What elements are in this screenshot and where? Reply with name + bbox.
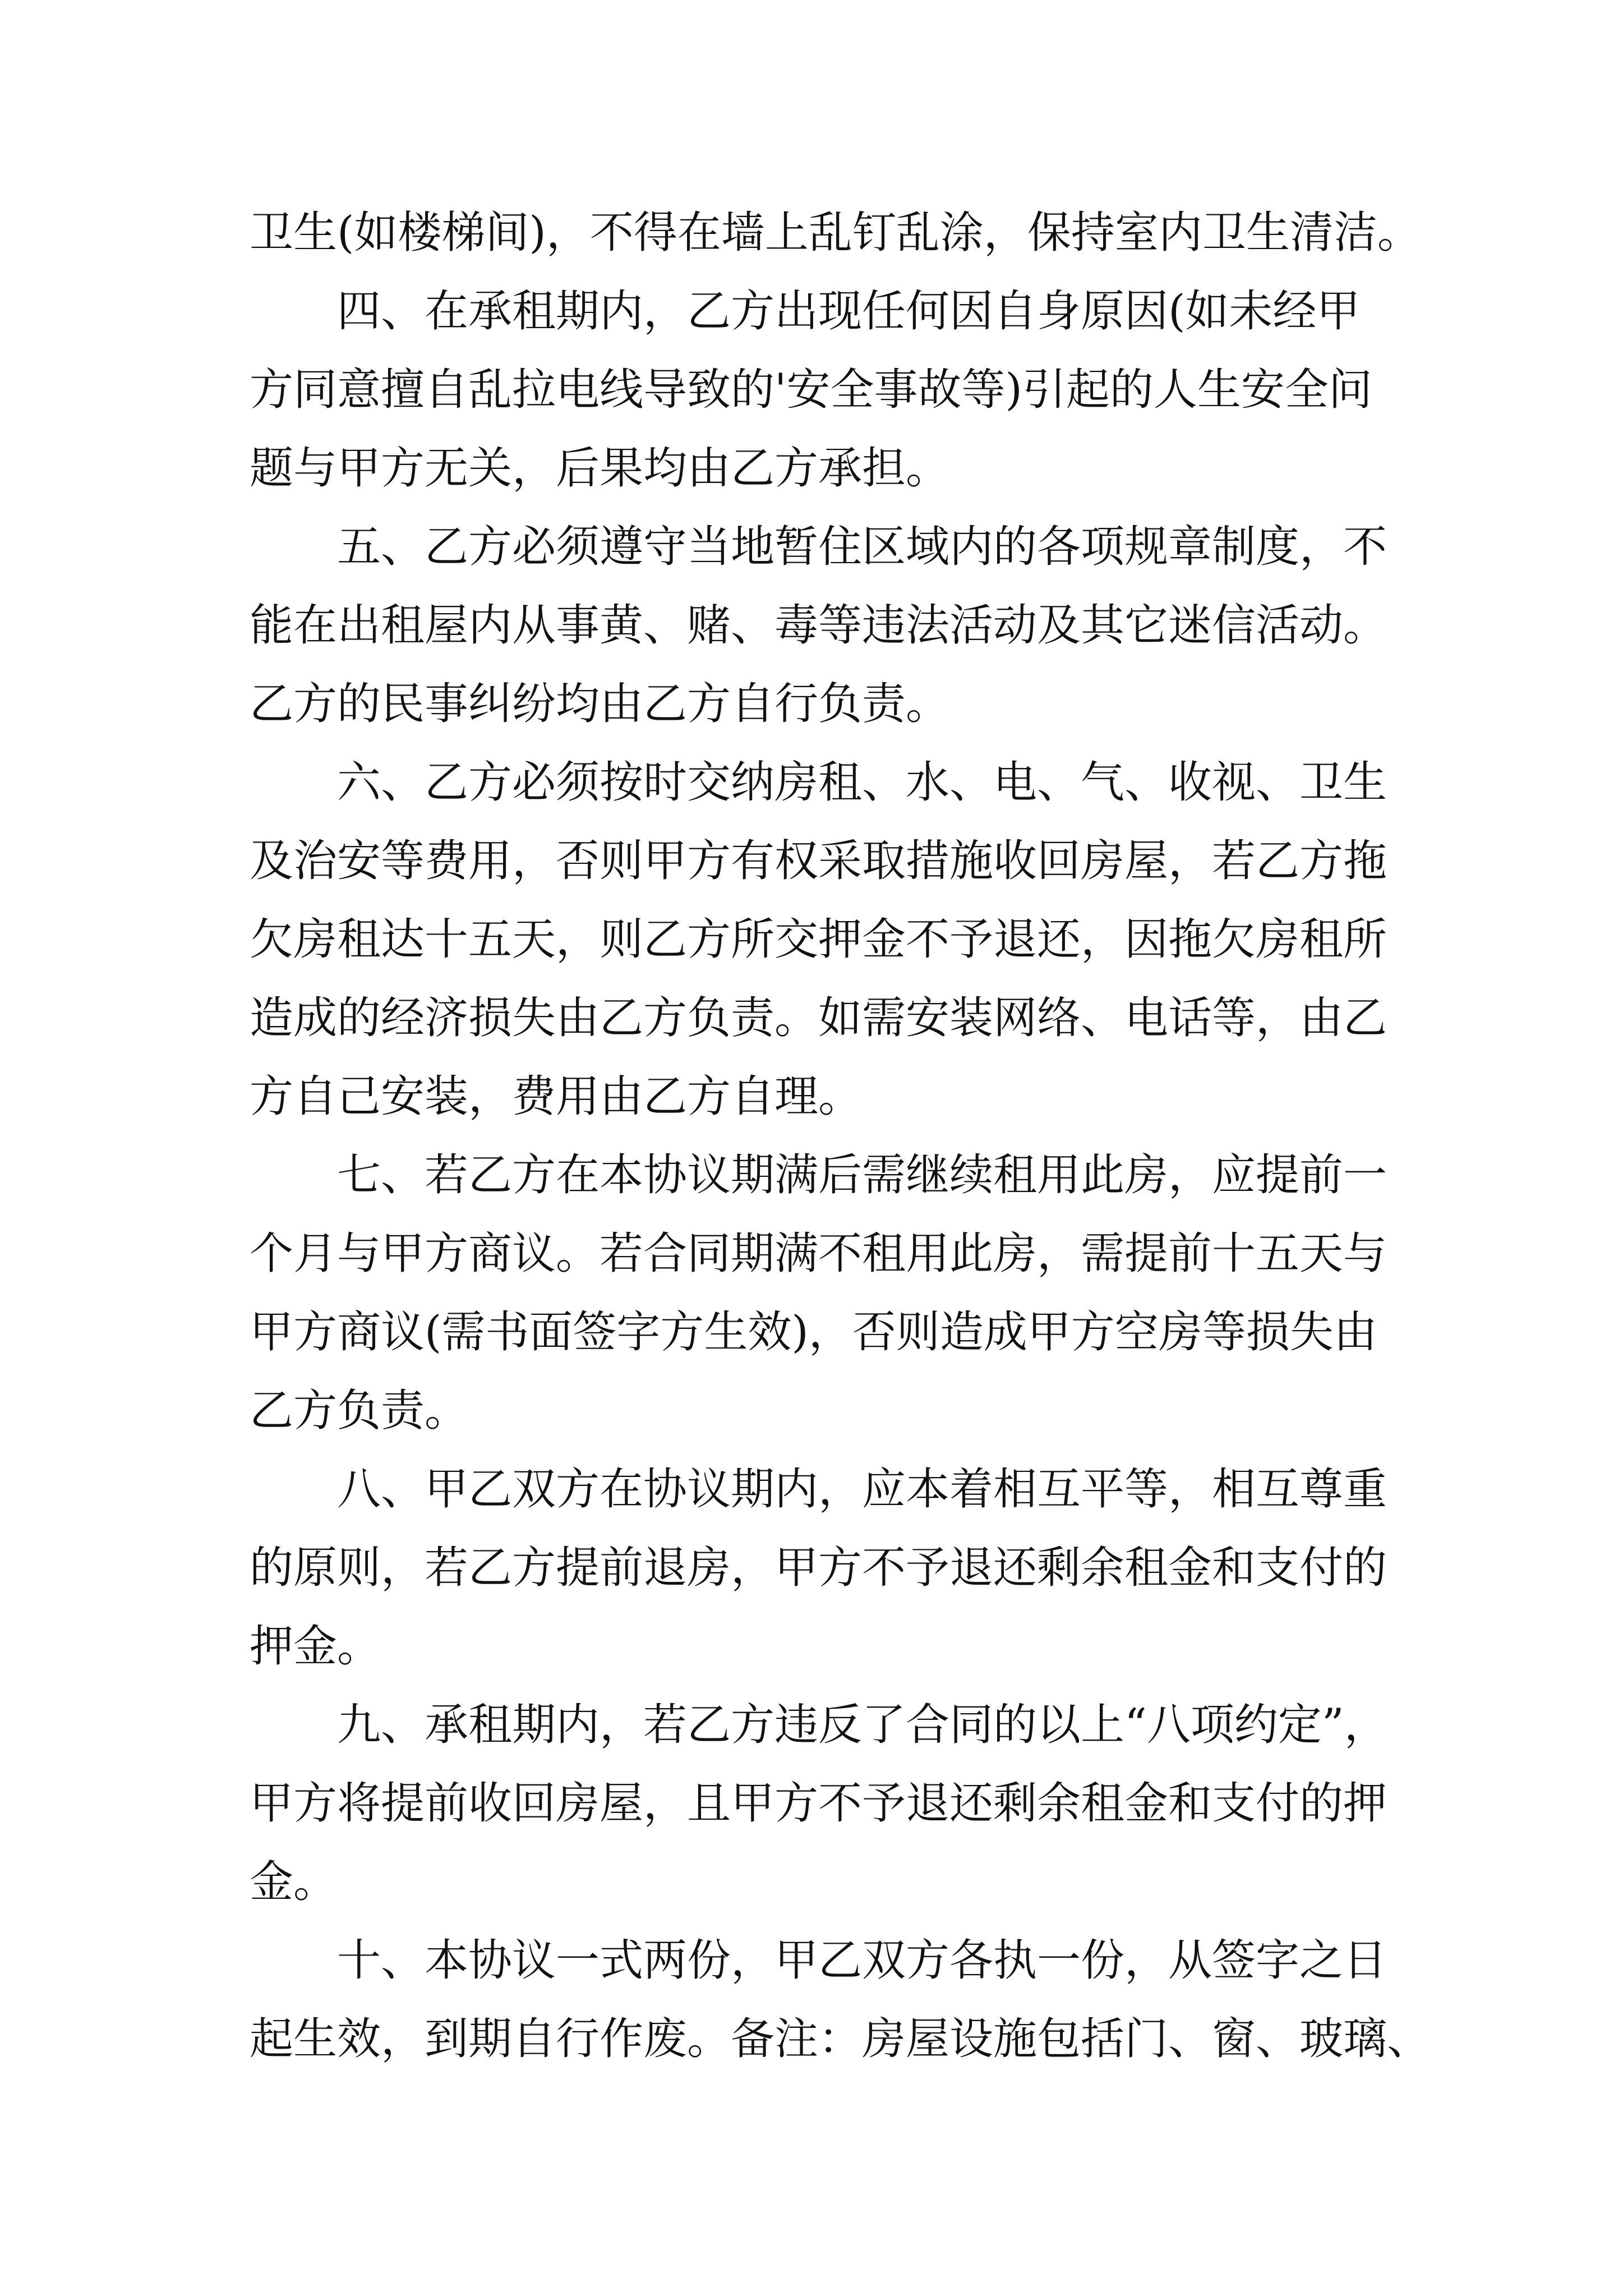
text-line: 乙方的民事纠纷均由乙方自行负责。	[250, 679, 950, 729]
text-line: 造成的经济损失由乙方负责。如需安装网络、电话等，由乙	[250, 993, 1387, 1043]
text-line: 的原则，若乙方提前退房，甲方不予退还剩余租金和支付的	[250, 1543, 1387, 1593]
text-line: 卫生(如楼梯间)，不得在墙上乱钉乱涂，保持室内卫生清洁。	[250, 208, 1421, 258]
text-line: 十、本协议一式两份，甲乙双方各执一份，从签字之日	[337, 1935, 1387, 1986]
text-line: 能在出租屋内从事黄、赌、毒等违法活动及其它迷信活动。	[250, 600, 1387, 651]
text-line: 甲方将提前收回房屋，且甲方不予退还剩余租金和支付的押	[250, 1778, 1387, 1829]
text-line: 乙方负责。	[250, 1386, 469, 1436]
text-line: 五、乙方必须遵守当地暂住区域内的各项规章制度，不	[337, 522, 1387, 572]
text-line: 七、若乙方在本协议期满后需继续租用此房，应提前一	[337, 1150, 1387, 1200]
text-line: 方自己安装，费用由乙方自理。	[250, 1071, 863, 1122]
text-line: 八、甲乙双方在协议期内，应本着相互平等，相互尊重	[337, 1464, 1387, 1515]
text-line: 四、在承租期内，乙方出现任何因自身原因(如未经甲	[337, 286, 1361, 337]
text-line: 方同意擅自乱拉电线导致的'安全事故等)引起的人生安全问	[250, 365, 1372, 415]
text-line: 九、承租期内，若乙方违反了合同的以上“八项约定”，	[337, 1700, 1388, 1750]
text-line: 题与甲方无关，后果均由乙方承担。	[250, 443, 950, 494]
text-line: 金。	[250, 1857, 338, 1907]
text-line: 甲方商议(需书面签字方生效)，否则造成甲方空房等损失由	[250, 1307, 1377, 1358]
text-line: 及治安等费用，否则甲方有权采取措施收回房屋，若乙方拖	[250, 836, 1387, 886]
text-line: 个月与甲方商议。若合同期满不租用此房，需提前十五天与	[250, 1228, 1387, 1279]
text-line: 欠房租达十五天，则乙方所交押金不予退还，因拖欠房租所	[250, 914, 1387, 965]
text-line: 起生效，到期自行作废。备注：房屋设施包括门、窗、玻璃、	[250, 2014, 1431, 2064]
document-body	[250, 194, 1431, 2078]
text-line: 六、乙方必须按时交纳房租、水、电、气、收视、卫生	[337, 757, 1387, 808]
text-line: 押金。	[250, 1621, 381, 1672]
